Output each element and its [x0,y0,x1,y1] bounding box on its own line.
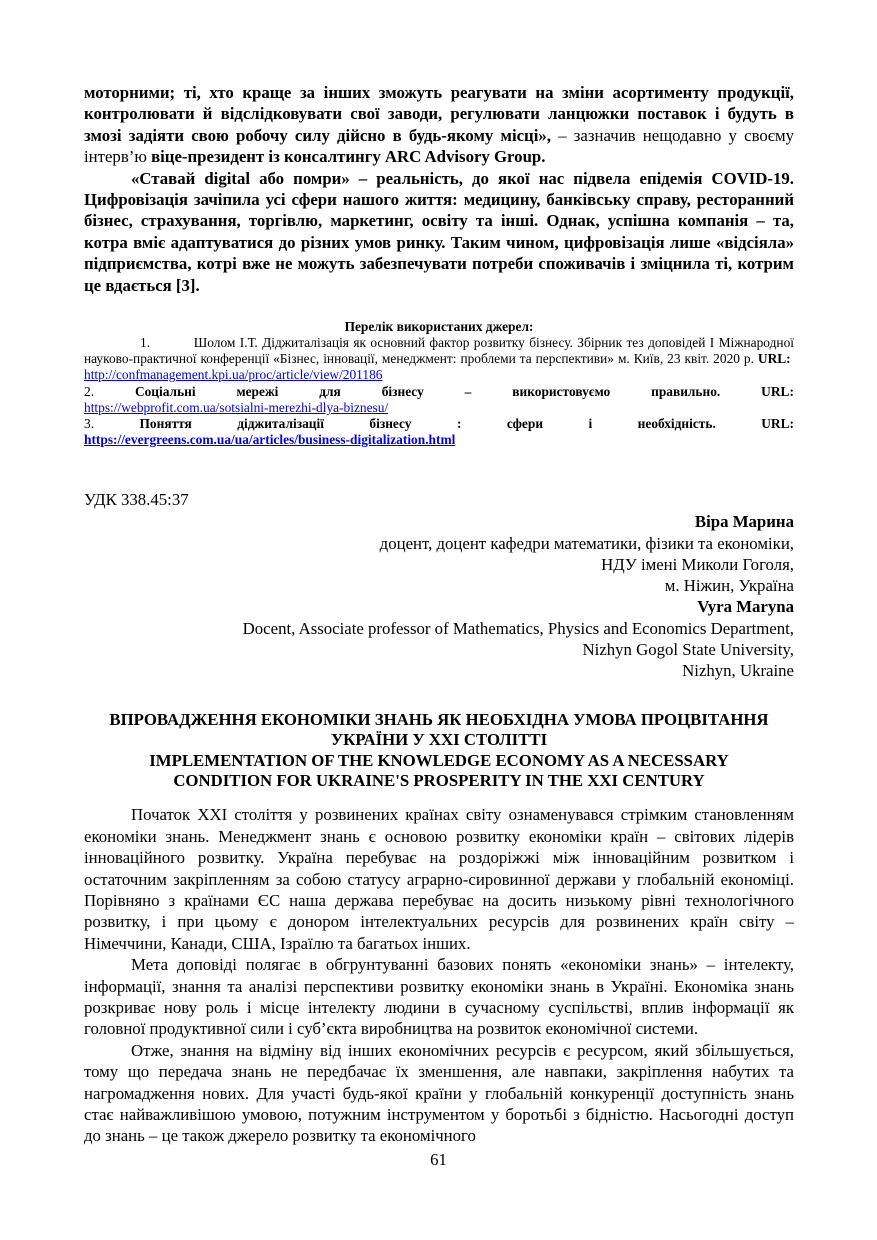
reference-link-3[interactable]: https://evergreens.com.ua/ua/articles/business-digitalization.html [84,432,456,448]
author-university-ua: НДУ імені Миколи Гоголя, [601,554,794,574]
intro-paragraph-2: «Ставай digital або помри» – реальність, до якої нас підвела епідемія COVID-19. Цифровізація зачіпила усі сфери нашого життя: медицину, банківську справу, ресторанний бізнес, страхування, торгівлю, маркетинг, освіту та інші. Однак, успішна компанія – та, котра вміє адаптуватися до різних умов ринку. Таким чином, цифровізація лише «відсіяла» підприємства, котрі вже не можуть забезпечувати потреби споживачів і зміцнила ті, котрим це вдається [3]. [84,168,794,295]
quote-text: моторними; ті, хто краще за інших зможуть реагувати на зміни асортименту продукції, контролювати й відслідковувати свої заводи, регулювати ланцюжки поставок і будуть в змозі задіяти свою робочу силу дійсно в будь-якому місці», [84,83,794,145]
reference-item-1 [84,335,794,384]
article-title-en-line-2: CONDITION FOR UKRAINE'S PROSPERITY IN THE XXI CENTURY [173,771,705,790]
author-name-ua: Віра Марина [694,512,794,532]
author-city-ua: м. Ніжин, Україна [664,576,794,596]
reference-item-2 [84,384,794,416]
reference-title-word: URL: [761,416,794,432]
reference-title-word: URL: [761,383,794,399]
reference-title-word: : [456,416,462,432]
reference-link-1[interactable]: http://confmanagement.kpi.ua/proc/article/view/201186 [84,367,383,383]
reference-title-word: бізнесу [381,383,424,399]
reference-number: 3. [84,416,95,432]
reference-title-word: Поняття [139,416,192,432]
body-paragraph-2: Мета доповіді полягає в обгрунтуванні базових понять «економіки знань» – інтелекту, інформації, знання та аналізі перспективи розвитку економіки знань в Україні. Економіка знань розкриває нову роль і місце інтелекту людини в сучасному суспільстві, вплив інформації як головної продуктивної сили і суб’єкта виробництва на розвиток економічної системи. [84,955,794,1039]
body-paragraph-1: Початок ХХІ століття у розвинених країнах світу ознаменувався стрімким становленням економіки знань. Менеджмент знань є основою розвитку економіки країн – світових лідерів інноваційного розвитку. Україна перебуває на роздоріжжі між інноваційним розвитком і остаточним закріпленням за собою статусу аграрно-сировинної держави у глобальній економіці. Порівняно з країнами ЄС наша держава перебуває на досить низькому рівні технологічного розвитку, і при цьому є донором інтелектуальних ресурсів для розвинених країн світу – Німеччини, Канади, США, Ізраїлю та багатьох інших. [84,805,794,953]
document-page [84,82,794,1147]
reference-title-word: мережі [236,383,279,399]
author-university-en: Nizhyn Gogol State University, [582,639,794,659]
article-title-ua-line-1: ВПРОВАДЖЕННЯ ЕКОНОМІКИ ЗНАНЬ ЯК НЕОБХІДНА УМОВА ПРОЦВІТАННЯ [109,710,769,730]
reference-number: 1. [140,335,151,351]
body-paragraph-3: Отже, знання на відміну від інших економічних ресурсів є ресурсом, який збільшується, тому що передача знань не передбачає їх зменшення, але навпаки, закріплення набутих та нагромадження нових. Для участі будь-якої країни у глобальній конкуренції доступність знань стає найважливішою умовою, потужним інструментом у боротьбі з бідністю. Насьогодні доступ до знань – це також джерело розвитку та економічного [84,1040,794,1146]
quote-source: віце-президент із консалтингу ARC Advisory Group. [151,147,546,167]
reference-title-word: діджиталізації [237,416,324,432]
author-position-en: Docent, Associate professor of Mathematics, Physics and Economics Department, [242,618,794,638]
article-title-ua-line-2: УКРАЇНИ У ХХІ СТОЛІТТІ [330,730,548,750]
udk-code: УДК 338.45:37 [84,490,189,510]
reference-title-word: бізнесу [369,416,412,432]
reference-3-title [84,416,794,432]
reference-title-word: і [588,416,593,432]
quote-attribution: – зазначив нещодавно у своєму інтерв’ю [84,125,795,167]
article-title-en-line-1: IMPLEMENTATION OF THE KNOWLEDGE ECONOMY AS A NECESSARY [149,750,729,770]
author-name-en: Vyra Maryna [697,597,794,617]
references-title: Перелік використаних джерел: [344,319,534,335]
reference-title-word: для [319,383,341,399]
reference-2-title [84,384,794,400]
reference-title-word: – [464,383,472,399]
page-number: 61 [430,1150,447,1169]
author-position-ua: доцент, доцент кафедри математики, фізики та економіки, [379,533,794,553]
url-label: URL: [757,351,791,367]
reference-title-word: правильно. [651,383,721,399]
reference-title-word: сфери [506,416,544,432]
author-city-en: Nizhyn, Ukraine [682,660,794,680]
reference-title-word: Соціальні [134,383,196,399]
reference-title-word: необхідність. [637,416,716,432]
reference-title-word: використовуємо [512,383,611,399]
reference-number: 2. [84,383,95,399]
reference-item-3 [84,416,794,448]
reference-text: Шолом І.Т. Діджиталізація як основний фактор розвитку бізнесу. Збірник тез доповідей І Міжнародної науково-практичної конференції «Бізнес, інновації, менеджмент: проблеми та перспективи» м. Київ, 23 квіт. 2020 р. [84,335,794,367]
reference-link-2[interactable]: https://webprofit.com.ua/sotsialni-merezhi-dlya-biznesu/ [84,399,389,415]
intro-paragraph-1 [84,82,794,168]
